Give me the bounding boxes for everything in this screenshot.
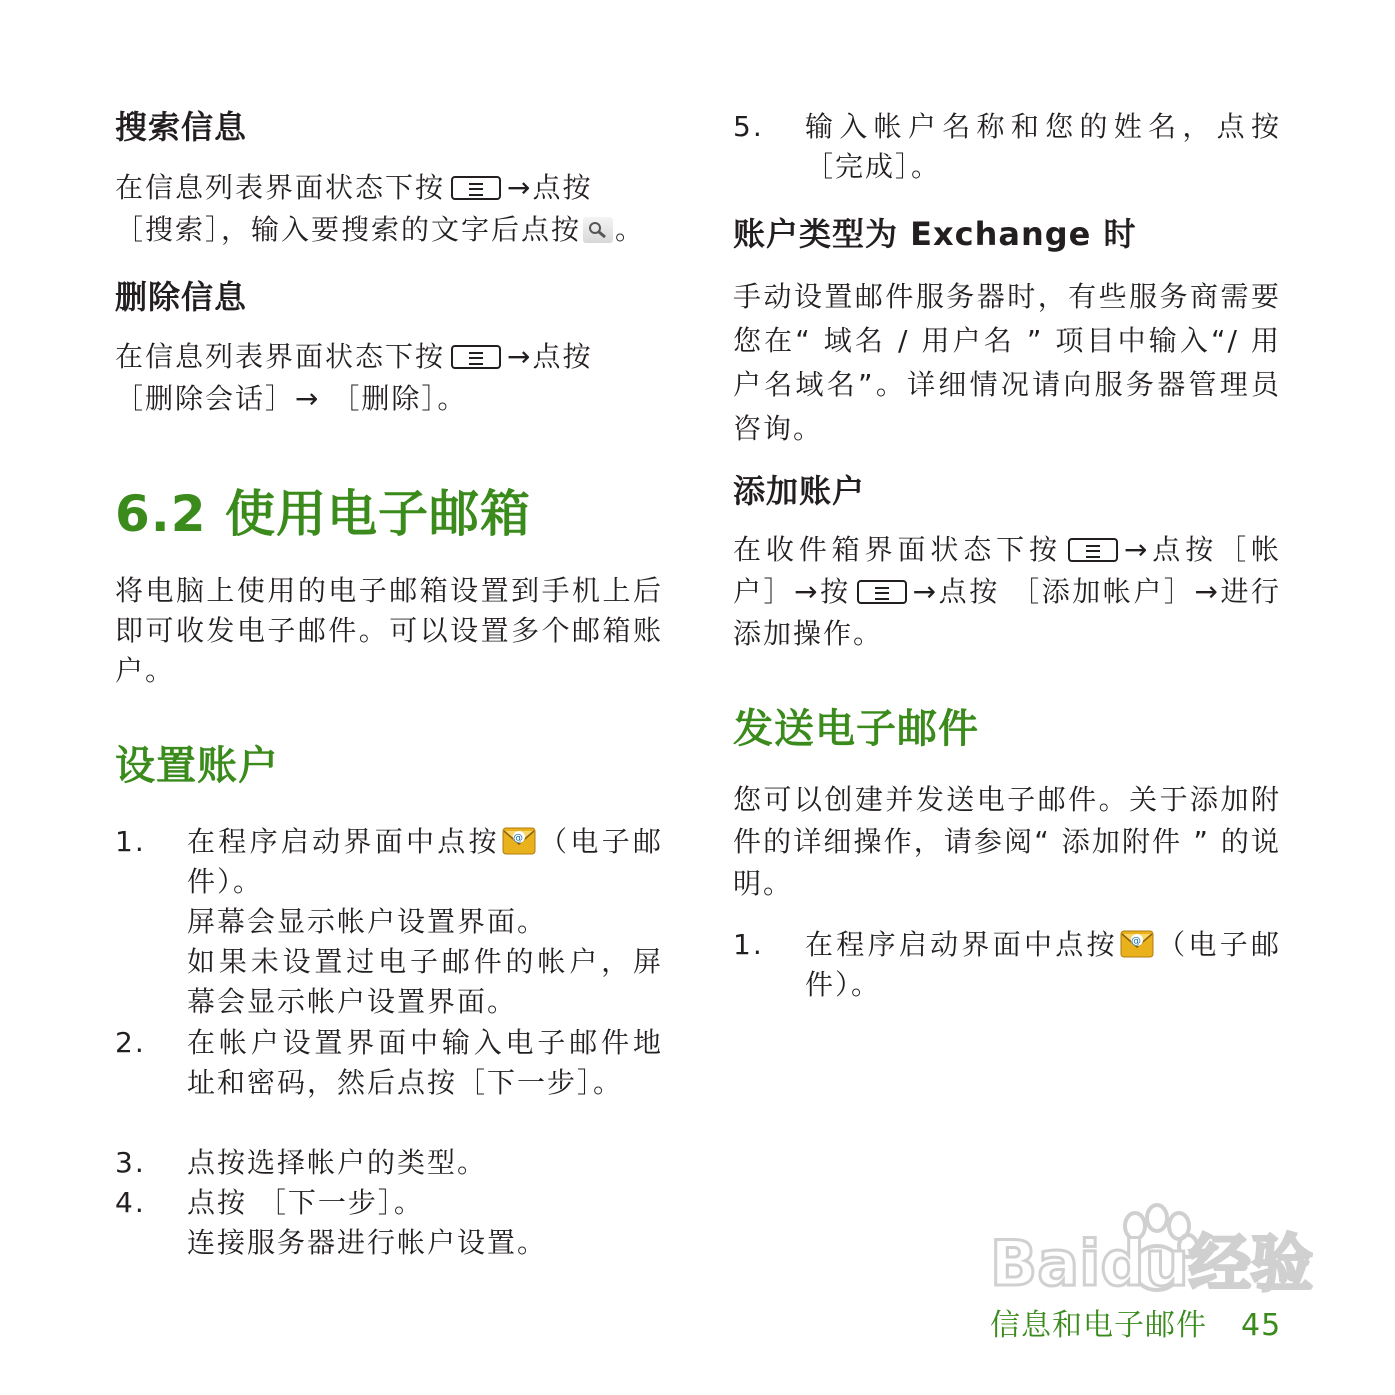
delete-heading: 删除信息: [115, 278, 248, 316]
step-text: 在程序启动界面中点按: [805, 928, 1118, 961]
setup-heading: 设置账户: [115, 743, 279, 789]
step-number: 1.: [733, 928, 764, 961]
search-text-1: 在信息列表界面状态下按: [115, 171, 446, 204]
setup-step-2: [115, 1023, 663, 1103]
svg-text:@: @: [1130, 936, 1143, 947]
step-note: 屏幕会显示帐户设置界面。: [187, 905, 548, 938]
step-number: 2.: [115, 1026, 146, 1059]
search-key-icon: [583, 217, 613, 243]
footer-section-title: 信息和电子邮件: [990, 1308, 1207, 1343]
page-footer: [990, 1300, 1281, 1344]
step-text: （电子邮件）。: [805, 928, 1281, 1001]
send-email-heading: 发送电子邮件: [733, 706, 979, 752]
intro-paragraph: 将电脑上使用的电子邮箱设置到手机上后即可收发电子邮件。可以设置多个邮箱账户。: [115, 574, 663, 687]
send-email-paragraph: 您可以创建并发送电子邮件。关于添加附件的详细操作，请参阅“ 添加附件 ” 的说明。: [733, 783, 1281, 900]
exchange-paragraph: 手动设置邮件服务器时，有些服务商需要您在“ 域名 / 用户名 ” 项目中输入“/ 用户名域名”。详细情况请向服务器管理员咨询。: [733, 280, 1281, 445]
add-text-3: →点按 ［添加帐户］→进行添加操作。: [733, 575, 1281, 650]
menu-key-icon: [857, 580, 907, 604]
watermark-text: Baidu经验: [990, 1227, 1313, 1300]
section-title: 6.2 使用电子邮箱: [115, 485, 531, 543]
delete-instructions: [115, 336, 663, 420]
step-number: 3.: [115, 1146, 146, 1179]
svg-text:@: @: [512, 833, 525, 844]
exchange-heading: 账户类型为 Exchange 时: [733, 215, 1137, 253]
setup-step-5: [733, 107, 1281, 187]
page-number: 45: [1241, 1308, 1282, 1343]
step-note: 连接服务器进行帐户设置。: [187, 1226, 548, 1259]
step-text: 点按 ［下一步］。: [187, 1186, 424, 1219]
step-number: 1.: [115, 825, 146, 858]
search-text-2: →点按: [507, 171, 593, 204]
setup-step-1: [115, 822, 663, 1022]
step-number: 4.: [115, 1186, 146, 1219]
step-text: 在帐户设置界面中输入电子邮件地址和密码，然后点按［下一步］。: [187, 1026, 663, 1099]
baidu-watermark-logo: [985, 1180, 1315, 1310]
step-number: 5.: [733, 110, 764, 143]
search-text-4: 。: [615, 213, 646, 246]
search-text-3: ［搜索］，输入要搜索的文字后点按: [115, 213, 582, 246]
add-text-2: →点按［帐户］→按: [733, 533, 1281, 608]
add-account-heading: 添加账户: [733, 472, 866, 510]
delete-text-1: 在信息列表界面状态下按: [115, 340, 446, 373]
setup-step-3: [115, 1143, 663, 1183]
delete-text-3: ［删除会话］→ ［删除］。: [115, 382, 468, 415]
delete-text-2: →点按: [507, 340, 593, 373]
menu-key-icon: [451, 345, 501, 369]
step-text: （电子邮件）。: [187, 825, 663, 898]
step-text: 点按选择帐户的类型。: [187, 1146, 488, 1179]
email-app-icon: [502, 825, 536, 857]
send-step-1: [733, 925, 1281, 1005]
step-note: 如果未设置过电子邮件的帐户，屏幕会显示帐户设置界面。: [187, 945, 663, 1018]
menu-key-icon: [1068, 538, 1118, 562]
add-text-1: 在收件箱界面状态下按: [733, 533, 1062, 566]
menu-key-icon: [451, 176, 501, 200]
step-text: 在程序启动界面中点按: [187, 825, 500, 858]
setup-step-4: [115, 1183, 663, 1263]
add-account-instructions: [733, 529, 1281, 655]
search-heading: 搜索信息: [115, 108, 248, 146]
email-app-icon: [1120, 928, 1154, 960]
step-text: 输入帐户名称和您的姓名，点按［完成］。: [805, 110, 1281, 183]
search-instructions: [115, 167, 663, 251]
